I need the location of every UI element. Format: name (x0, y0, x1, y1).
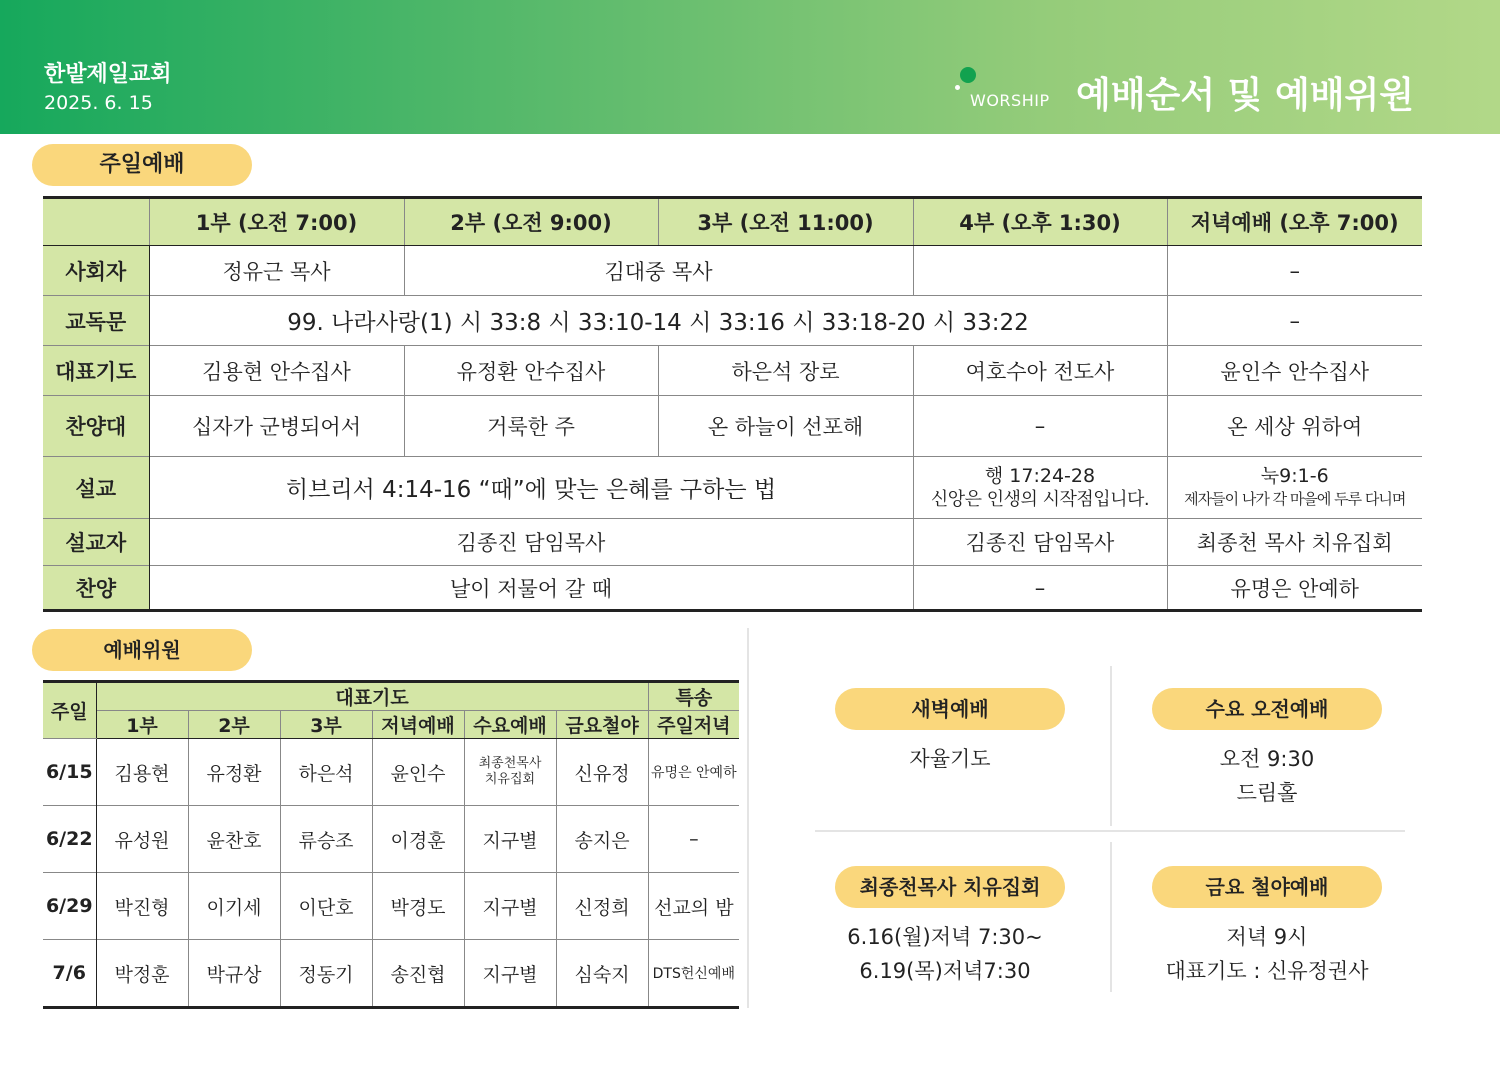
info-line: 저녁 9시 (1226, 925, 1308, 949)
column-header: 금요철야 (556, 711, 648, 739)
row-label: 교독문 (43, 296, 149, 346)
column-header: 1부 (96, 711, 188, 739)
prayer-group-header: 대표기도 (96, 682, 648, 711)
healing-service-info (815, 920, 1075, 988)
small-dot-icon (955, 85, 960, 90)
table-cell: 송지은 (556, 806, 648, 873)
committee-section-label: 예배위원 (32, 629, 252, 671)
sermon-title: 제자들이 나가 각 마을에 두루 다니며 (1184, 489, 1406, 508)
row-date: 6/29 (43, 873, 96, 940)
table-row (43, 296, 1422, 346)
table-cell: 윤인수 안수집사 (1167, 346, 1422, 396)
table-cell: 유정환 안수집사 (404, 346, 658, 396)
table-cell: 지구별 (464, 940, 556, 1008)
table-cell: 류승조 (280, 806, 372, 873)
special-group-header: 특송 (648, 682, 739, 711)
table-cell: – (648, 806, 739, 873)
table-header-row (43, 682, 739, 711)
table-cell: 박정훈 (96, 940, 188, 1008)
healing-service-label: 최종천목사 치유집회 (835, 866, 1065, 908)
table-cell (913, 457, 1167, 519)
table-cell: 김대중 목사 (404, 246, 913, 296)
table-cell: 99. 나라사랑(1) 시 33:8 시 33:10-14 시 33:16 시 33:18-20 시 33:22 (149, 296, 1167, 346)
friday-service-label: 금요 철야예배 (1152, 866, 1382, 908)
row-label: 찬양대 (43, 396, 149, 457)
table-row (43, 806, 739, 873)
table-cell: 최종천목사 치유집회 (464, 739, 556, 806)
row-date: 6/15 (43, 739, 96, 806)
sermon-title: 신앙은 인생의 시작점입니다. (930, 488, 1150, 510)
info-line: 대표기도 : 신유정권사 (1165, 959, 1369, 983)
info-line: 6.19(목)저녁7:30 (859, 959, 1031, 983)
friday-service-info (1137, 920, 1397, 988)
table-cell: 이단호 (280, 873, 372, 940)
wednesday-service-label: 수요 오전예배 (1152, 688, 1382, 730)
table-row (43, 396, 1422, 457)
table-cell: 온 세상 위하여 (1167, 396, 1422, 457)
table-cell: 윤인수 (372, 739, 464, 806)
panel-divider (815, 830, 1405, 832)
table-cell: 김용현 (96, 739, 188, 806)
table-cell: 김종진 담임목사 (913, 519, 1167, 566)
column-header: 수요예배 (464, 711, 556, 739)
table-row (43, 519, 1422, 566)
table-cell: 히브리서 4:14-16 “때”에 맞는 은혜를 구하는 법 (149, 457, 913, 519)
table-row (43, 566, 1422, 611)
wednesday-service-info (1152, 742, 1382, 810)
table-cell: DTS헌신예배 (648, 940, 739, 1008)
table-row (43, 873, 739, 940)
worship-label: WORSHIP (970, 91, 1050, 110)
table-cell: – (913, 566, 1167, 611)
column-header: 주일저녁 (648, 711, 739, 739)
table-cell: 선교의 밤 (648, 873, 739, 940)
dawn-service-label: 새벽예배 (835, 688, 1065, 730)
table-cell: 지구별 (464, 873, 556, 940)
date-column-header: 주일 (43, 682, 96, 739)
table-cell: 하은석 (280, 739, 372, 806)
column-header: 1부 (오전 7:00) (149, 198, 404, 246)
table-cell: – (1167, 296, 1422, 346)
table-cell: 박경도 (372, 873, 464, 940)
column-header: 2부 (오전 9:00) (404, 198, 658, 246)
table-cell: 십자가 군병되어서 (149, 396, 404, 457)
sunday-schedule-table (43, 196, 1422, 612)
table-row (43, 739, 739, 806)
table-cell: 심숙지 (556, 940, 648, 1008)
bulletin-date: 2025. 6. 15 (44, 92, 153, 114)
table-header-row (43, 711, 739, 739)
panel-divider (1110, 666, 1112, 826)
dot-icon (960, 67, 976, 83)
info-line: 6.16(월)저녁 7:30~ (847, 925, 1043, 949)
table-cell: 이기세 (188, 873, 280, 940)
table-cell: 정동기 (280, 940, 372, 1008)
table-cell: 날이 저물어 갈 때 (149, 566, 913, 611)
panel-divider (1110, 842, 1112, 992)
info-line: 오전 9:30 (1219, 747, 1315, 771)
dawn-service-info (835, 742, 1065, 776)
column-header: 2부 (188, 711, 280, 739)
table-cell: 김종진 담임목사 (149, 519, 913, 566)
row-date: 6/22 (43, 806, 96, 873)
table-cell: 유명은 안예하 (648, 739, 739, 806)
table-cell: 정유근 목사 (149, 246, 404, 296)
table-cell: 유정환 (188, 739, 280, 806)
column-header: 4부 (오후 1:30) (913, 198, 1167, 246)
table-cell (913, 246, 1167, 296)
table-cell: 신유정 (556, 739, 648, 806)
page-title: 예배순서 및 예배위원 (1076, 75, 1415, 116)
table-cell (1167, 457, 1422, 519)
column-header: 3부 (280, 711, 372, 739)
table-cell: 윤찬호 (188, 806, 280, 873)
table-cell: 송진협 (372, 940, 464, 1008)
table-row (43, 457, 1422, 519)
sermon-text: 눅9:1-6 (1260, 464, 1329, 487)
table-cell: 지구별 (464, 806, 556, 873)
church-name: 한밭제일교회 (44, 62, 172, 87)
info-line: 드림홀 (1236, 781, 1298, 805)
corner-cell (43, 198, 149, 246)
table-cell: 유성원 (96, 806, 188, 873)
row-label: 대표기도 (43, 346, 149, 396)
table-cell: 김용현 안수집사 (149, 346, 404, 396)
committee-table (43, 680, 739, 1009)
table-cell: 하은석 장로 (658, 346, 913, 396)
table-header-row (43, 198, 1422, 246)
sermon-text: 행 17:24-28 (984, 464, 1096, 487)
table-cell: 여호수아 전도사 (913, 346, 1167, 396)
table-cell: 신정희 (556, 873, 648, 940)
row-date: 7/6 (43, 940, 96, 1008)
row-label: 설교자 (43, 519, 149, 566)
table-cell: 박규상 (188, 940, 280, 1008)
table-cell: 유명은 안예하 (1167, 566, 1422, 611)
table-cell: 이경훈 (372, 806, 464, 873)
table-cell: 박진형 (96, 873, 188, 940)
header-banner (0, 0, 1500, 134)
row-label: 설교 (43, 457, 149, 519)
sunday-section-label: 주일예배 (32, 144, 252, 186)
column-header: 저녁예배 (오후 7:00) (1167, 198, 1422, 246)
table-cell: – (913, 396, 1167, 457)
panel-divider (747, 628, 749, 1008)
info-line: 자율기도 (909, 747, 991, 771)
table-row (43, 246, 1422, 296)
column-header: 3부 (오전 11:00) (658, 198, 913, 246)
table-row (43, 346, 1422, 396)
row-label: 사회자 (43, 246, 149, 296)
table-cell: 거룩한 주 (404, 396, 658, 457)
table-row (43, 940, 739, 1008)
column-header: 저녁예배 (372, 711, 464, 739)
table-cell: 온 하늘이 선포해 (658, 396, 913, 457)
table-cell: 최종천 목사 치유집회 (1167, 519, 1422, 566)
table-cell: – (1167, 246, 1422, 296)
row-label: 찬양 (43, 566, 149, 611)
